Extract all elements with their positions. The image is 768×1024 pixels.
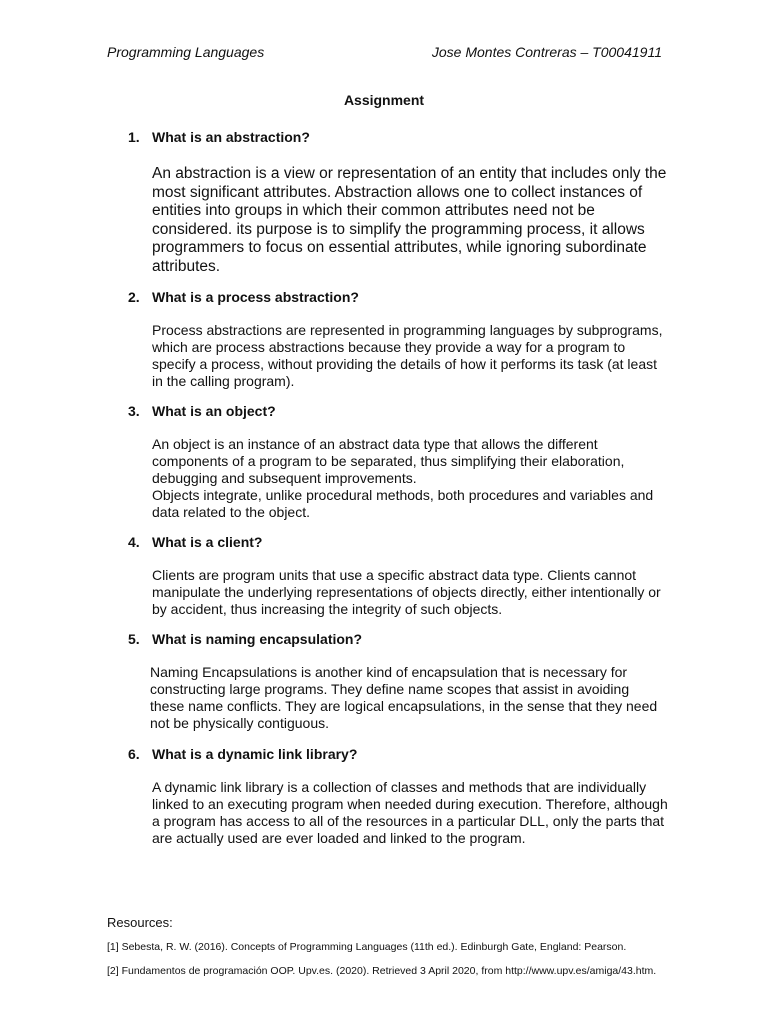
- page-header: [107, 44, 662, 64]
- reference-item: [2] Fundamentos de programación OOP. Upv.es. (2020). Retrieved 3 April 2020, from http://www.upv.es/amiga/43.htm.: [107, 965, 657, 977]
- answer-text: An object is an instance of an abstract data type that allows the different components of a program to be separated, thus simplifying their elaboration, debugging and subsequent improvements. Objects integrate, unlike procedural methods, both procedures and variables and data related to the object.: [152, 436, 654, 520]
- question-heading: [128, 534, 668, 551]
- qa-item-3: [128, 403, 668, 521]
- qa-item-2: [128, 289, 668, 390]
- qa-item-1: [128, 129, 668, 276]
- question-number: 3.: [128, 403, 140, 419]
- qa-item-4: [128, 534, 668, 618]
- question-number: 1.: [128, 129, 140, 145]
- question-text: What is a process abstraction?: [152, 289, 359, 305]
- question-number: 4.: [128, 534, 140, 550]
- question-number: 6.: [128, 746, 140, 762]
- reference-item: [1] Sebesta, R. W. (2016). Concepts of Programming Languages (11th ed.). Edinburgh Gate, England: Pearson.: [107, 941, 627, 953]
- question-heading: [128, 746, 668, 763]
- question-heading: [128, 129, 668, 146]
- question-text: What is an object?: [152, 403, 276, 419]
- question-heading: [128, 403, 668, 420]
- question-number: 2.: [128, 289, 140, 305]
- resources-label: Resources:: [107, 915, 173, 930]
- header-course: Programming Languages: [107, 44, 265, 60]
- question-number: 5.: [128, 631, 140, 647]
- question-heading: [128, 631, 668, 648]
- answer-text: Naming Encapsulations is another kind of encapsulation that is necessary for constructing large programs. They define name scopes that assist in avoiding these name conflicts. They are logical encapsulations, in the sense that they need not be physically contiguous.: [150, 664, 658, 731]
- answer-text: Clients are program units that use a specific abstract data type. Clients cannot manipulate the underlying representations of objects directly, either intentionally or by accident, thus increasing the integrity of such objects.: [152, 567, 661, 617]
- answer-text: A dynamic link library is a collection of classes and methods that are individually linked to an executing program when needed during execution. Therefore, although a program has access to all of the resources in a particular DLL, only the parts that are actually used are ever loaded and linked to the program.: [152, 779, 668, 846]
- header-author: Jose Montes Contreras – T00041911: [431, 44, 662, 60]
- document-title: Assignment: [343, 92, 425, 108]
- question-text: What is an abstraction?: [152, 129, 310, 145]
- qa-item-5: [128, 631, 668, 732]
- resources-section: [107, 914, 707, 989]
- question-text: What is a client?: [152, 534, 263, 550]
- question-text: What is naming encapsulation?: [152, 631, 363, 647]
- answer-text: An abstraction is a view or representation of an entity that includes only the most significant attributes. Abstraction allows one to collect instances of entities into groups in which their common attributes need not be considered. its purpose is to simplify the programming process, it allows programmers to focus on essential attributes, while ignoring subordinate attributes.: [152, 165, 667, 275]
- answer-text: Process abstractions are represented in programming languages by subprograms, which are process abstractions because they provide a way for a program to specify a process, without providing the details of how it performs its task (at least in the calling program).: [152, 322, 663, 389]
- qa-item-6: [128, 746, 668, 847]
- question-heading: [128, 289, 668, 306]
- question-text: What is a dynamic link library?: [152, 746, 358, 762]
